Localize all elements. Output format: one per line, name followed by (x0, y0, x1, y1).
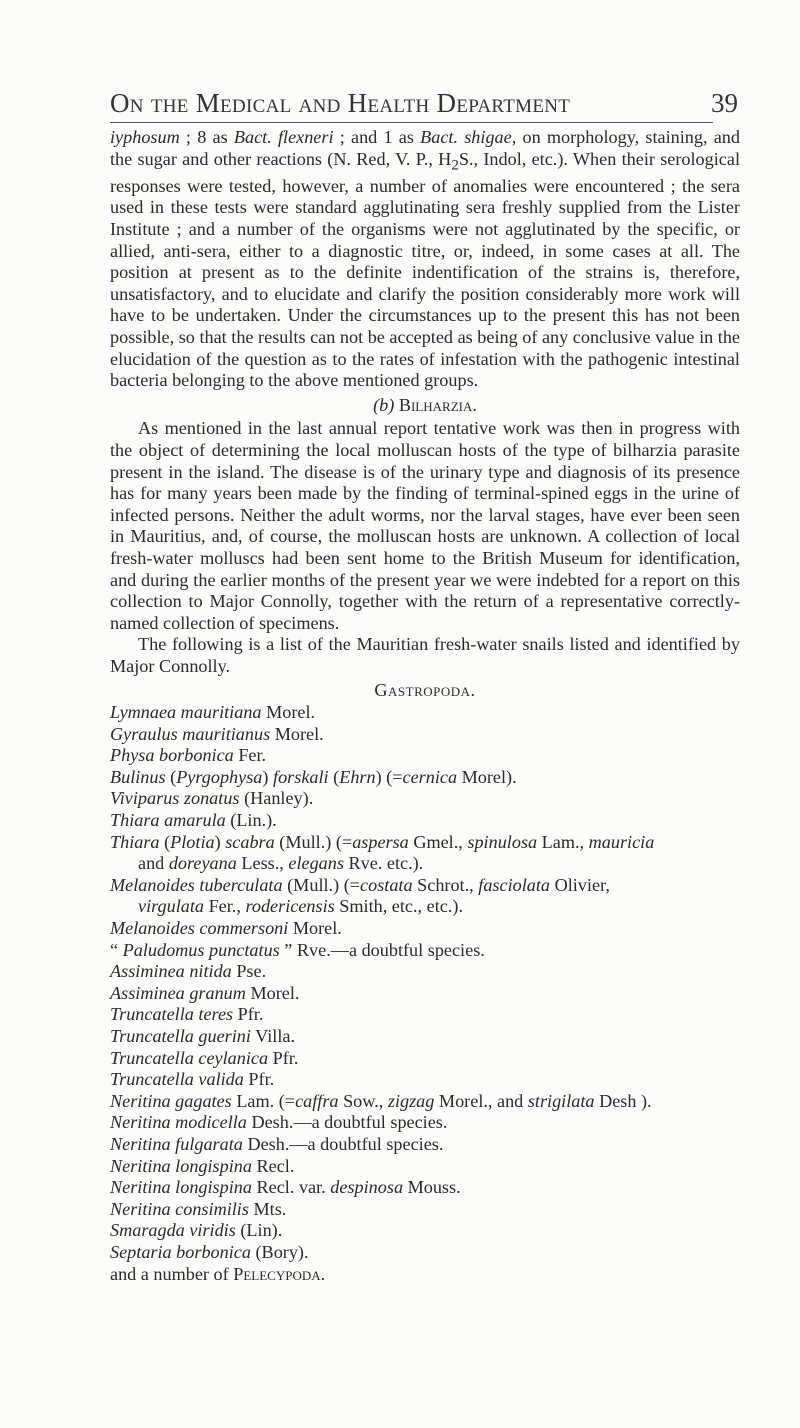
species-entry (110, 724, 740, 746)
header-rule (110, 122, 713, 123)
text-fragment: iyphosum (110, 127, 180, 147)
gastropoda-heading: Gastropoda. (374, 680, 476, 701)
species-entry (110, 918, 740, 940)
text-fragment: Pfr. (243, 1069, 275, 1090)
text-fragment: Fer. (233, 745, 267, 766)
snail-list-intro: The following is a list of the Mauritian fresh-water snails listed and identified by Major Connolly. (110, 634, 740, 676)
text-fragment: Pse. (231, 961, 267, 982)
taxon-name: despinosa (330, 1177, 404, 1198)
taxon-name: Pyrgophysa (176, 766, 263, 787)
text-fragment: Morel. (288, 918, 342, 939)
section-label: Bilharzia. (394, 394, 477, 415)
taxon-name: Neritina fulgarata (110, 1133, 243, 1154)
text-fragment: Rve. etc.). (343, 853, 424, 874)
taxon-name: Ehrn (339, 766, 376, 787)
species-entry (110, 983, 740, 1005)
bilharzia-paragraph: As mentioned in the last annual report tentative work was then in progress with the object of determining the local molluscan hosts of the type of bilharzia parasite present in the island. The disease is of the urinary type and diagnosis of its presence has for many years been made by the finding of terminal-spined eggs in the urine of infected persons. Neither the adult worms, nor the larval stages, have ever been seen in Mauritius, and, of course, the molluscan hosts are unknown. A collection of local fresh-water molluscs had been sent home to the British Museum for identification, and during the earlier months of the present year we were indebted for a report on this collection to Major Connolly, together with the return of a representative correctly-named collection of specimens. (110, 418, 740, 633)
text-fragment: Recl. (251, 1155, 295, 1176)
text-fragment: ( (159, 831, 171, 852)
text-fragment: Morel. (245, 982, 300, 1003)
taxon-name: Smaragda viridis (110, 1220, 236, 1241)
closing-smallcaps: Pelecypoda. (233, 1263, 326, 1284)
page-body (110, 127, 740, 1285)
species-entry (110, 1048, 740, 1070)
taxon-name: Thiara amarula (110, 810, 226, 831)
species-entry (110, 940, 740, 962)
species-entry (110, 1004, 740, 1026)
species-entry (110, 1220, 740, 1242)
species-entry (110, 1134, 740, 1156)
species-entry (110, 1242, 740, 1264)
text-fragment: (Hanley). (239, 788, 314, 809)
text-fragment: Pfr. (268, 1047, 299, 1068)
text-fragment: Desh.—a doubtful species. (242, 1133, 444, 1154)
taxon-name: Neritina modicella (110, 1112, 247, 1133)
taxon-name: Melanoides commersoni (110, 918, 289, 939)
taxon-name: Assiminea nitida (110, 961, 232, 982)
text-fragment: (Mull.) (= (274, 831, 353, 852)
species-entry (110, 1199, 740, 1221)
text-fragment: (Bory). (250, 1241, 309, 1262)
text-fragment: Bact. shigae (420, 127, 512, 147)
text-fragment: Morel). (457, 766, 517, 787)
taxon-name: mauricia (588, 831, 655, 852)
closing-text: and a number of (110, 1263, 234, 1284)
species-entry-continuation (110, 853, 740, 875)
taxon-name: Truncatella valida (110, 1069, 244, 1090)
text-fragment: Gmel., (408, 831, 468, 852)
text-fragment: Recl. var. (251, 1177, 331, 1198)
taxon-name: scabra (225, 831, 275, 852)
text-fragment: ) (262, 766, 274, 787)
running-head: On the Medical and Health Department (110, 88, 571, 118)
text-fragment: Mouss. (403, 1177, 461, 1198)
taxon-name: Neritina longispina (110, 1177, 252, 1198)
taxon-name: costata (360, 874, 413, 895)
taxon-name: Neritina consimilis (110, 1198, 249, 1219)
text-fragment: Bact. flexneri (233, 127, 334, 147)
text-fragment: (Mull.) (= (282, 874, 361, 895)
species-entry (110, 810, 740, 832)
section-heading-bilharzia (110, 395, 740, 417)
text-fragment: Lam. (= (231, 1090, 296, 1111)
taxon-name: Physa borbonica (110, 745, 234, 766)
taxon-name: Plotia (170, 831, 215, 852)
text-fragment: Morel. (270, 723, 324, 744)
species-entry (110, 875, 740, 918)
text-fragment: Lam., (537, 831, 589, 852)
text-fragment: “ (110, 939, 123, 960)
species-entry (110, 1177, 740, 1199)
taxon-name: Truncatella teres (110, 1004, 234, 1025)
text-fragment: ; 8 as (179, 127, 234, 147)
taxon-name: Truncatella ceylanica (110, 1047, 269, 1068)
taxon-name: Assiminea granum (110, 982, 246, 1003)
taxon-name: Septaria borbonica (110, 1241, 251, 1262)
species-entry (110, 788, 740, 810)
text-fragment: ( (328, 766, 340, 787)
section-letter: (b) (373, 394, 395, 415)
taxon-name: Neritina longispina (110, 1155, 252, 1176)
taxon-name: elegans (288, 853, 344, 874)
text-fragment: (Lin). (235, 1220, 283, 1241)
text-fragment: (Lin.). (225, 810, 277, 831)
taxon-name: Thiara (110, 831, 160, 852)
species-entry-continuation (110, 896, 740, 918)
subscript: 2 (451, 156, 459, 174)
taxon-name: strigilata (527, 1090, 595, 1111)
text-fragment: Smith, etc., etc.). (334, 896, 463, 917)
bacteria-paragraph (110, 127, 740, 392)
species-entry (110, 1091, 740, 1113)
text-fragment: Olivier, (550, 874, 610, 895)
text-fragment: Desh ). (594, 1090, 652, 1111)
text-fragment: Villa. (250, 1025, 295, 1046)
closing-line (110, 1264, 740, 1286)
species-entry (110, 1112, 740, 1134)
page-number: 39 (711, 88, 738, 118)
taxon-name: Bulinus (110, 766, 166, 787)
text-fragment: S., Indol, etc.). When their serological responses were tested, however, a number of anomalies were encountered ; the sera used in these tests were standard agglutinating sera freshly supplied from the Lister Institute ; and a number of the organisms were not agglutinated by the specific, or allied, anti-sera, either to a diagnostic titre, or, indeed, in some cases at all. The position at present as to the definite indentification of the strains is, therefore, unsatisfactory, and to elucidate and clarify the position considerably more work will have to be undertaken. Under the circumstances up to the present this has not been possible, so that the results can not be accepted as being of any conclusive value in the elucidation of the question as to the rates of infestation with the pathogenic intestinal bacteria belonging to the above mentioned groups. (110, 148, 740, 391)
taxon-name: Gyraulus mauritianus (110, 723, 271, 744)
taxon-name: doreyana (168, 853, 237, 874)
taxon-name: virgulata (138, 896, 205, 917)
species-entry (110, 961, 740, 983)
taxon-name: Lymnaea mauritiana (110, 702, 262, 723)
taxon-name: zigzag (387, 1090, 435, 1111)
text-fragment: ) (= (375, 766, 403, 787)
text-fragment: Less., (236, 853, 289, 874)
page-header (110, 88, 738, 120)
taxon-name: aspersa (352, 831, 409, 852)
species-entry (110, 1069, 740, 1091)
taxon-name: Melanoides tuberculata (110, 874, 283, 895)
text-fragment: Morel. (261, 702, 316, 723)
taxon-name: fasciolata (478, 874, 551, 895)
text-fragment: , on morphology, staining, and the sugar and other reactions (N. Red, V. P., H (110, 127, 740, 169)
text-fragment: Mts. (248, 1198, 287, 1219)
text-fragment: Sow., (338, 1090, 388, 1111)
text-fragment: ; and 1 as (333, 127, 421, 147)
text-fragment: Pfr. (233, 1004, 264, 1025)
taxon-name: spinulosa (467, 831, 538, 852)
text-fragment: and (138, 853, 169, 874)
species-entry (110, 1156, 740, 1178)
text-fragment: ( (165, 766, 177, 787)
text-fragment: Desh.—a doubtful species. (246, 1112, 448, 1133)
taxon-name: Truncatella guerini (110, 1025, 251, 1046)
text-fragment: Fer., (204, 896, 246, 917)
text-fragment: Morel., and (434, 1090, 528, 1111)
taxon-name: Neritina gagates (110, 1090, 232, 1111)
taxon-name: rodericensis (245, 896, 335, 917)
text-fragment: ” Rve.—a doubtful species. (279, 939, 485, 960)
text-fragment: Schrot., (412, 874, 479, 895)
taxon-name: caffra (295, 1090, 339, 1111)
taxon-name: forskali (273, 766, 329, 787)
species-list (110, 702, 740, 1263)
taxon-name: Paludomus punctatus (122, 939, 280, 960)
species-entry (110, 832, 740, 875)
species-entry (110, 745, 740, 767)
taxon-name: Viviparus zonatus (110, 788, 240, 809)
text-fragment: ) (214, 831, 226, 852)
species-entry (110, 1026, 740, 1048)
taxon-name: cernica (402, 766, 458, 787)
species-entry (110, 767, 740, 789)
species-entry (110, 702, 740, 724)
